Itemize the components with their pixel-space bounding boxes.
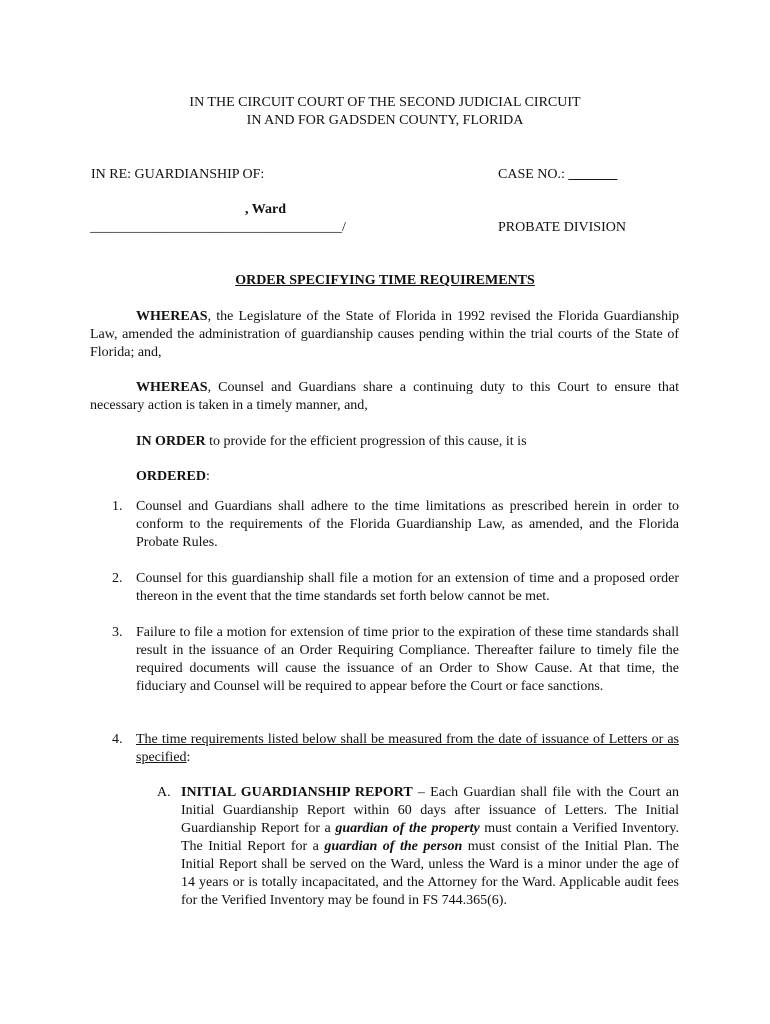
ordered-colon: : <box>206 469 210 484</box>
ordered-lead: ORDERED <box>136 469 207 484</box>
item-4-underlined-text: The time requirements listed below shall be measured from the date of issuance of Letters or as specified <box>136 732 679 765</box>
court-heading-line-1: IN THE CIRCUIT COURT OF THE SECOND JUDICIAL CIRCUIT <box>189 95 581 110</box>
item-2-text: Counsel for this guardianship shall file a motion for an extension of time and a proposed order thereon in the event that the time standards set forth below cannot be met. <box>136 571 679 604</box>
subitem-a-letter: A. <box>157 785 171 800</box>
item-4-text <box>136 731 679 767</box>
item-4-tail: : <box>186 750 191 765</box>
item-3-text: Failure to file a motion for extension of time prior to the expiration of these time standards shall result in the issuance of an Order Requiring Compliance. Thereafter failure to timely file the required documents will cause the issuance of an Order to Show Cause. At that time, the fiduciary and Counsel will be required to appear before the Court or face sanctions. <box>136 625 679 694</box>
order-title: ORDER SPECIFYING TIME REQUIREMENTS <box>235 273 535 288</box>
whereas-1-text: , the Legislature of the State of Florida in 1992 revised the Florida Guardianship Law, amended the administration of guardianship causes pending within the trial courts of the State of Florida; and, <box>90 309 679 360</box>
case-number-blank: _______ <box>568 167 618 182</box>
subitem-a-heading: INITIAL GUARDIANSHIP REPORT <box>181 785 413 800</box>
whereas-1-lead: WHEREAS <box>136 309 208 324</box>
court-heading-line-2: IN AND FOR GADSDEN COUNTY, FLORIDA <box>246 113 524 128</box>
in-re-label: IN RE: GUARDIANSHIP OF: <box>91 167 265 182</box>
whereas-2-text: , Counsel and Guardians share a continuing duty to this Court to ensure that necessary action is taken in a timely manner, and, <box>90 380 679 413</box>
caption-signature-line: ____________________________________/ <box>90 220 346 235</box>
whereas-paragraph-1 <box>90 308 679 362</box>
in-order-lead: IN ORDER <box>136 434 206 449</box>
in-order-text: to provide for the efficient progression of this cause, it is <box>205 434 527 449</box>
subitem-a-emphasis-person: guardian of the person <box>324 839 463 854</box>
item-1-text: Counsel and Guardians shall adhere to the time limitations as prescribed herein in order to conform to the requirements of the Florida Guardianship Law, as amended, and the Florida Probate Rules. <box>136 499 679 550</box>
subitem-a-emphasis-property: guardian of the property <box>335 821 480 836</box>
subitem-a-text-2: must contain a Verified Inventory. The Initial Report for a <box>181 821 679 854</box>
probate-division-label: PROBATE DIVISION <box>498 220 626 235</box>
ordered-heading <box>136 468 210 486</box>
case-number <box>498 166 617 184</box>
item-1-number: 1. <box>112 499 123 514</box>
item-3-number: 3. <box>112 625 123 640</box>
whereas-2-lead: WHEREAS <box>136 380 208 395</box>
subitem-a-text-3: must consist of the Initial Plan. The Initial Report shall be served on the Ward, unless the Ward is a minor under the age of 14 years or is totally incapacitated, and the Attorney for the Ward. Applicable audit fees for the Verified Inventory may be found in FS 744.365(6). <box>181 839 679 908</box>
case-number-label: CASE NO.: <box>498 167 565 182</box>
item-4-number: 4. <box>112 732 123 747</box>
whereas-paragraph-2 <box>90 379 679 415</box>
subitem-a-text-1: – Each Guardian shall file with the Court an Initial Guardianship Report within 60 days after issuance of Letters. The Initial Guardianship Report for a <box>181 785 680 836</box>
item-2-number: 2. <box>112 571 123 586</box>
subitem-a-text <box>181 784 679 910</box>
in-order-paragraph <box>136 433 527 451</box>
ward-label: , Ward <box>245 202 286 217</box>
